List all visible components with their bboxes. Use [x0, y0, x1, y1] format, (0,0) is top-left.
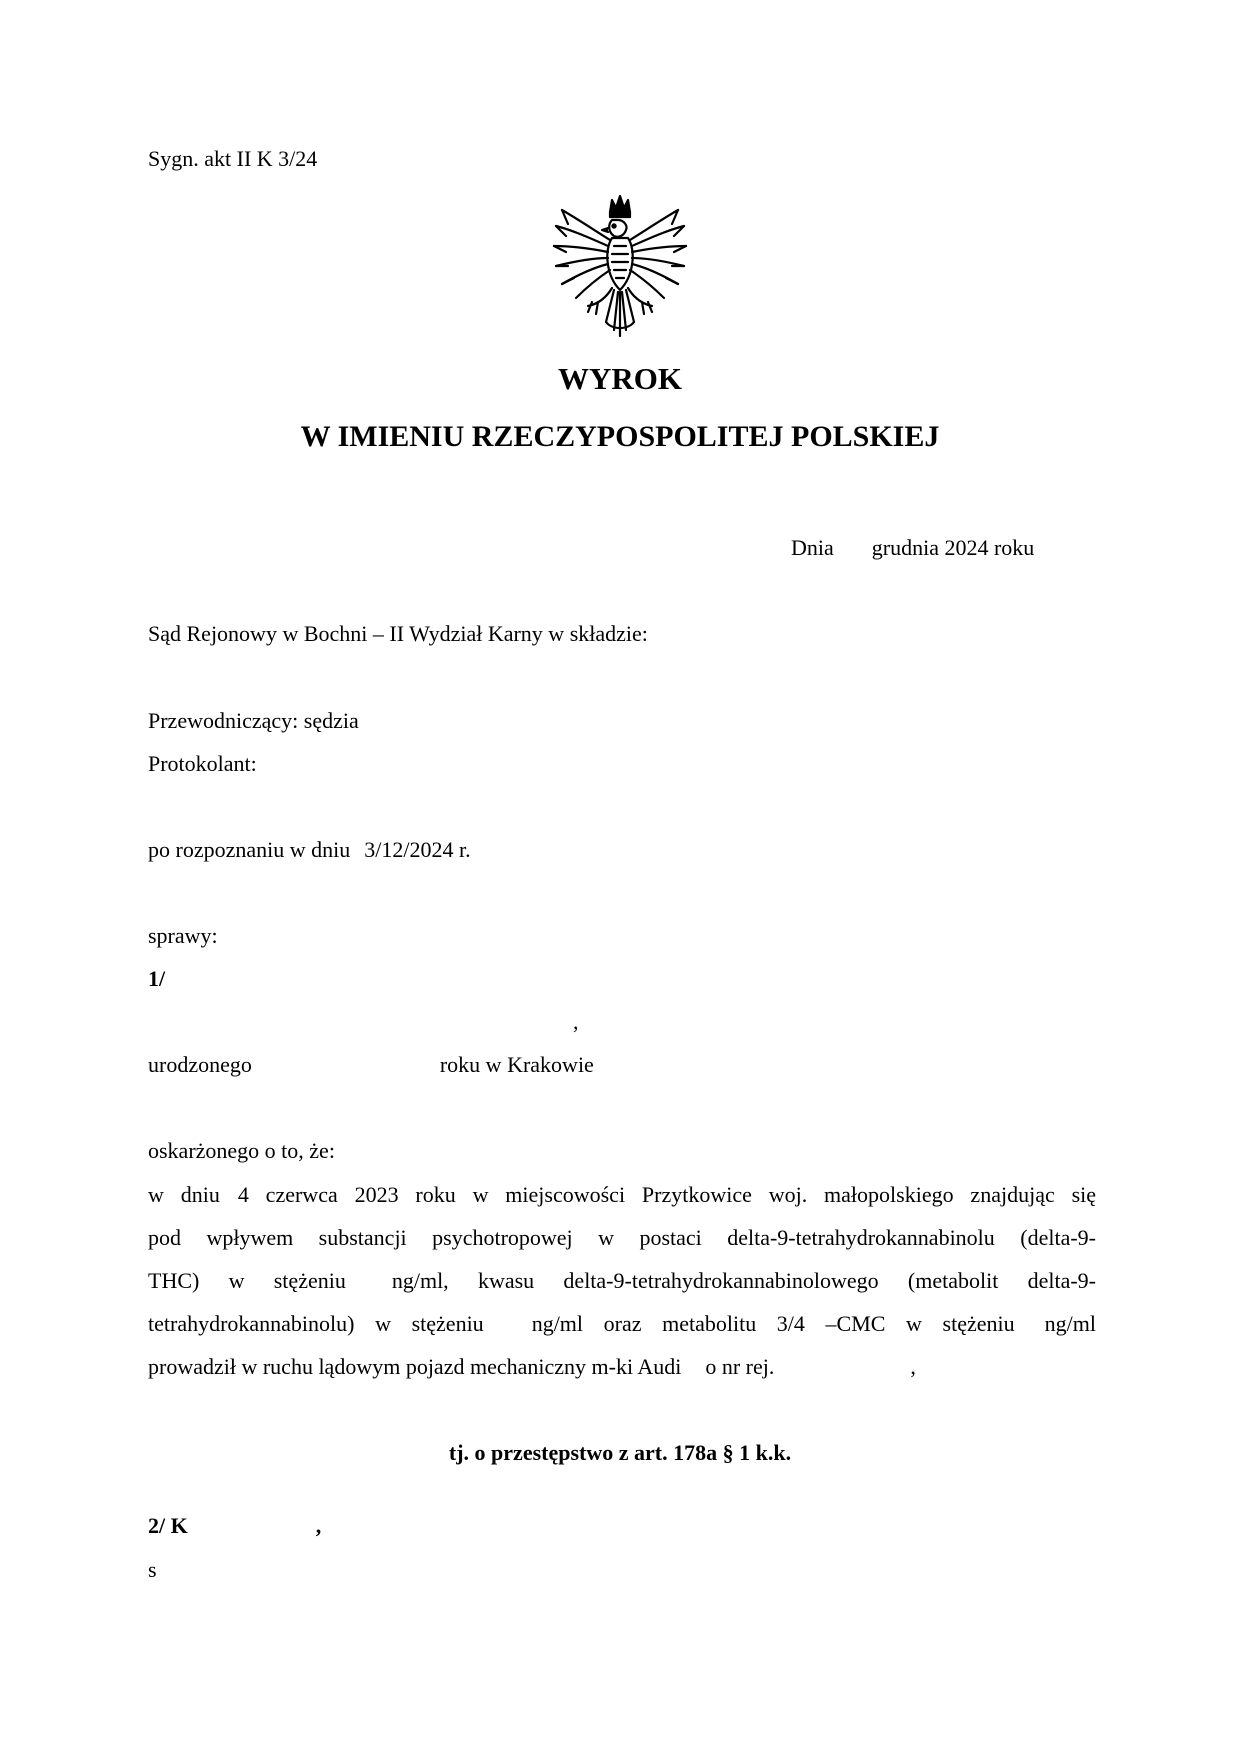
defendant-2-comma: , [315, 1513, 322, 1538]
document-subtitle: W IMIENIU RZECZYPOSPOLITEJ POLSKIEJ [300, 420, 940, 453]
hearing-line [148, 839, 471, 861]
charge-line-5b: o nr rej. [705, 1354, 775, 1379]
charge-line-3 [148, 1270, 1096, 1292]
charge-line-1b: 4 czerwca 2023 roku w miejscowości Przytkowice woj. małopolskiego znajdując się [237, 1182, 1097, 1207]
document-title: WYROK [558, 361, 682, 396]
clerk-line: Protokolant: [148, 751, 257, 776]
defendant-1-comma: , [573, 1009, 579, 1034]
charge-line-4a: tetrahydrokannabinolu) w stężeniu [148, 1311, 484, 1336]
birth-line [148, 1054, 594, 1076]
charge-line-1a: w dniu [148, 1182, 220, 1207]
date-prefix: Dnia [791, 535, 834, 560]
court-line: Sąd Rejonowy w Bochni – II Wydział Karny w składzie: [148, 621, 648, 646]
charge-line-2-text: pod wpływem substancji psychotropowej w postaci delta-9-tetrahydrokannabinolu (delta-9- [148, 1225, 1096, 1250]
case-number: Sygn. akt II K 3/24 [148, 146, 318, 171]
charge-intro: oskarżonego o to, że: [148, 1138, 335, 1163]
charge-line-1 [148, 1184, 1096, 1206]
case-label: sprawy: [148, 923, 218, 948]
charge-line-3b: ng/ml, kwasu delta-9-tetrahydrokannabinolowego (metabolit delta-9- [391, 1268, 1097, 1293]
date-line [791, 537, 1034, 559]
polish-eagle-emblem-icon [548, 190, 692, 344]
charge-line-5 [148, 1356, 916, 1378]
charge-line-4 [148, 1313, 1096, 1335]
defendant-2-line [148, 1515, 321, 1537]
hearing-prefix: po rozpoznaniu w dniu [148, 837, 351, 862]
charge-line-2 [148, 1227, 1096, 1249]
date-suffix: grudnia 2024 roku [871, 535, 1035, 560]
born-prefix: urodzonego [148, 1052, 252, 1077]
charge-line-3a: THC) w stężeniu [148, 1268, 346, 1293]
presiding-judge-line: Przewodniczący: sędzia [148, 708, 359, 733]
born-suffix: roku w Krakowie [439, 1052, 594, 1077]
charge-line-4c: ng/ml [1044, 1311, 1096, 1336]
defendant-2-next-line: s [148, 1557, 157, 1582]
defendant-1-number: 1/ [148, 966, 166, 991]
charge-line-5a: prowadził w ruchu lądowym pojazd mechaniczny m-ki Audi [148, 1354, 682, 1379]
charge-line-4b: ng/ml oraz metabolitu 3/4 –CMC w stężeniu [531, 1311, 1015, 1336]
hearing-date: 3/12/2024 r. [364, 837, 471, 862]
legal-qualification: tj. o przestępstwo z art. 178a § 1 k.k. [448, 1440, 792, 1465]
charge-line-5c: , [910, 1354, 916, 1379]
defendant-2-label: 2/ K [148, 1513, 188, 1538]
